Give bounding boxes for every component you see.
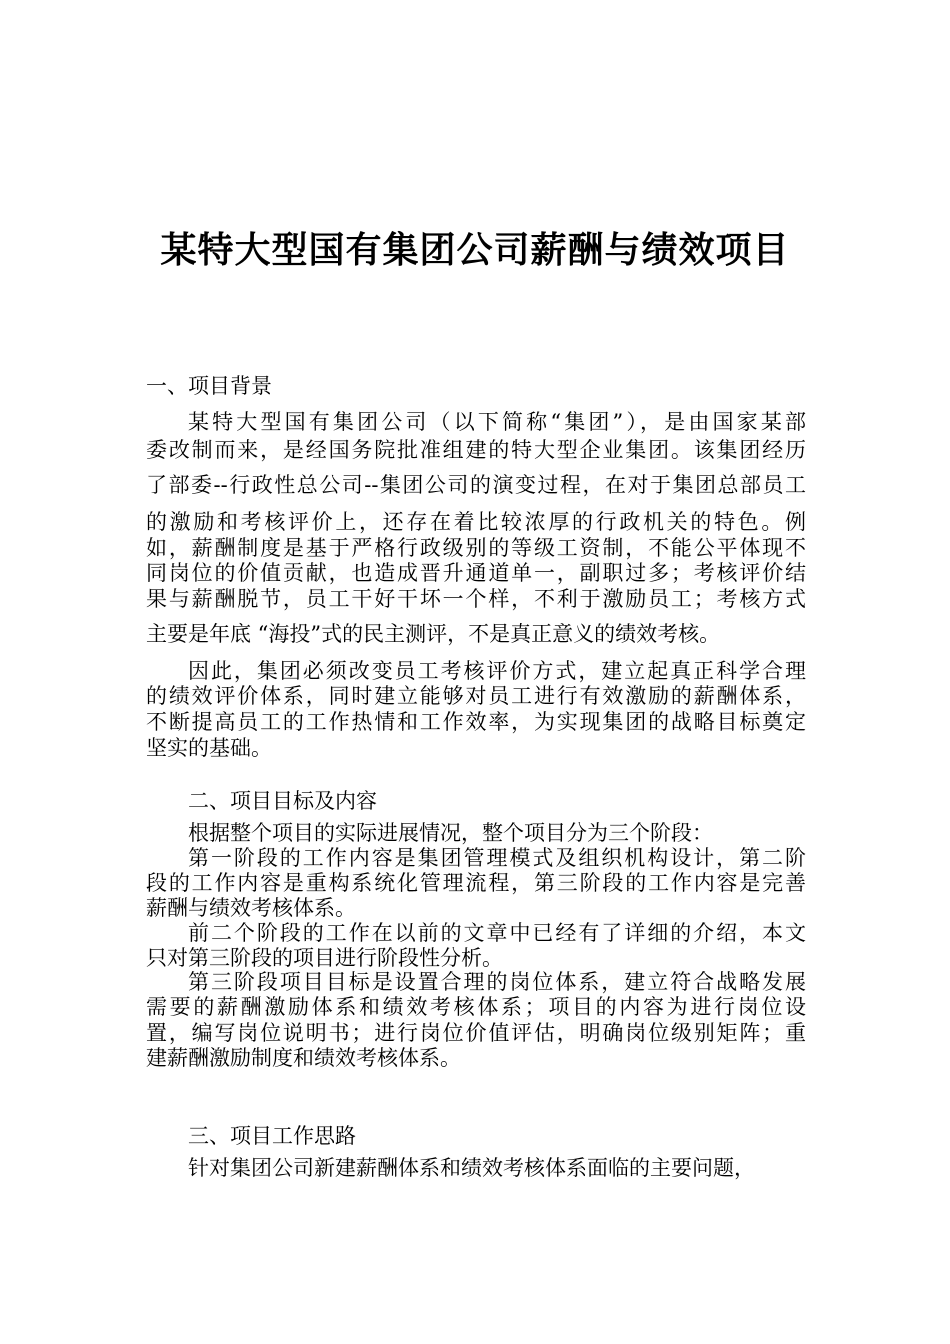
paragraph-line: 的激励和考核评价上，还存在着比较浓厚的行政机关的特色。例 (146, 510, 806, 534)
paragraph-line: 薪酬与绩效考核体系。 (146, 896, 356, 920)
paragraph-line: 的绩效评价体系，同时建立能够对员工进行有效激励的薪酬体系， (146, 684, 806, 708)
paragraph-line: 段的工作内容是重构系统化管理流程，第三阶段的工作内容是完善 (146, 871, 806, 895)
section-heading-goals: 二、项目目标及内容 (188, 789, 377, 813)
paragraph-line: 了部委--行政性总公司--集团公司的演变过程，在对于集团总部员工 (146, 473, 806, 497)
paragraph-line: 第三阶段项目目标是设置合理的岗位体系，建立符合战略发展 (188, 970, 806, 994)
section-heading-approach: 三、项目工作思路 (188, 1124, 356, 1148)
paragraph-line: 针对集团公司新建薪酬体系和绩效考核体系面临的主要问题， (188, 1156, 755, 1180)
paragraph-line: 前二个阶段的工作在以前的文章中已经有了详细的介绍，本文 (188, 921, 806, 945)
document-title: 某特大型国有集团公司薪酬与绩效项目 (160, 229, 790, 271)
paragraph-line: 主要是年底 “海投”式的民主测评，不是真正意义的绩效考核。 (146, 622, 721, 646)
paragraph-line: 因此，集团必须改变员工考核评价方式，建立起真正科学合理 (188, 659, 806, 683)
paragraph-line: 根据整个项目的实际进展情况，整个项目分为三个阶段： (188, 821, 713, 845)
paragraph-line: 如，薪酬制度是基于严格行政级别的等级工资制，不能公平体现不 (146, 536, 806, 560)
section-heading-background: 一、项目背景 (146, 374, 272, 398)
paragraph-line: 某特大型国有集团公司（以下简称“集团”），是由国家某部 (188, 410, 806, 434)
paragraph-line: 果与薪酬脱节，员工干好干坏一个样，不利于激励员工；考核方式 (146, 587, 806, 611)
paragraph-line: 委改制而来，是经国务院批准组建的特大型企业集团。该集团经历 (146, 438, 806, 462)
paragraph-line: 需要的薪酬激励体系和绩效考核体系；项目的内容为进行岗位设 (146, 995, 806, 1019)
paragraph-line: 只对第三阶段的项目进行阶段性分析。 (146, 946, 503, 970)
paragraph-line: 置，编写岗位说明书；进行岗位价值评估，明确岗位级别矩阵；重 (146, 1021, 806, 1045)
paragraph-line: 同岗位的价值贡献，也造成晋升通道单一，副职过多；考核评价结 (146, 561, 806, 585)
paragraph-line: 不断提高员工的工作热情和工作效率，为实现集团的战略目标奠定 (146, 710, 806, 734)
paragraph-line: 坚实的基础。 (146, 736, 272, 760)
paragraph-line: 建薪酬激励制度和绩效考核体系。 (146, 1046, 461, 1070)
paragraph-line: 第一阶段的工作内容是集团管理模式及组织机构设计，第二阶 (188, 846, 806, 870)
